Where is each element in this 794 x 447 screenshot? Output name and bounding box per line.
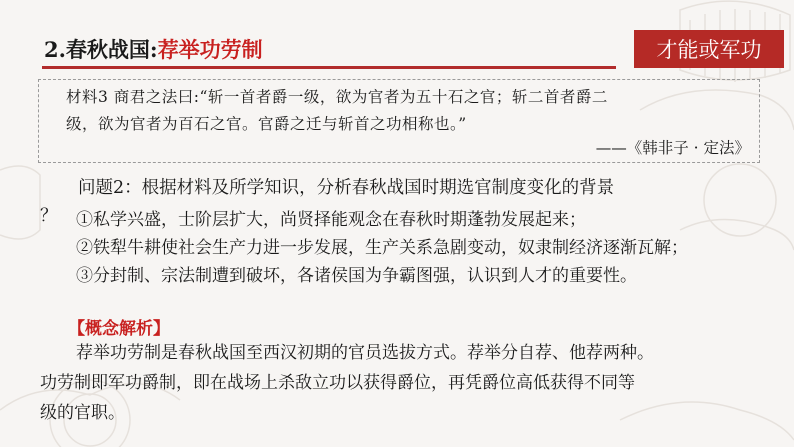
title-main: 荐举功劳制 — [157, 37, 263, 62]
concept-line-3: 级的官职。 — [40, 403, 125, 423]
quote-source: ——《韩非子 · 定法》 — [595, 139, 750, 157]
answer-list — [76, 206, 776, 290]
quote-text — [66, 84, 746, 138]
answer-item-2: ②铁犁牛耕使社会生产力进一步发展，生产关系急剧变动，奴隶制经济逐渐瓦解； — [76, 238, 688, 258]
concept-line-2: 功劳制即军功爵制，即在战场上杀敌立功以获得爵位，再凭爵位高低获得不同等 — [40, 373, 635, 393]
concept-line-1: 荐举功劳制是春秋战国至西汉初期的官员选拔方式。荐举分自荐、他荐两种。 — [76, 343, 654, 363]
answer-item-1: ①私学兴盛，士阶层扩大，尚贤择能观念在春秋时期蓬勃发展起来； — [76, 210, 586, 230]
topic-badge: 才能或军功 — [634, 30, 784, 68]
slide-title — [44, 34, 616, 64]
quote-line-1: 材料3 商君之法曰:“斩一首者爵一级，欲为官者为五十石之官；斩二首者爵二 — [66, 88, 608, 106]
title-underline — [42, 66, 616, 69]
question-line-2: ？ — [40, 206, 58, 226]
title-prefix: 2.春秋战国: — [44, 37, 158, 62]
quote-line-2: 级，欲为官者为百石之官。官爵之迁与斩首之功相称也。” — [66, 115, 467, 133]
concept-heading: 【概念解析】 — [68, 319, 170, 339]
concept-text — [40, 338, 780, 428]
question-line-1: 问题2：根据材料及所学知识，分析春秋战国时期选官制度变化的背景 — [78, 178, 615, 198]
answer-item-3: ③分封制、宗法制遭到破坏，各诸侯国为争霸图强，认识到人才的重要性。 — [76, 266, 637, 286]
